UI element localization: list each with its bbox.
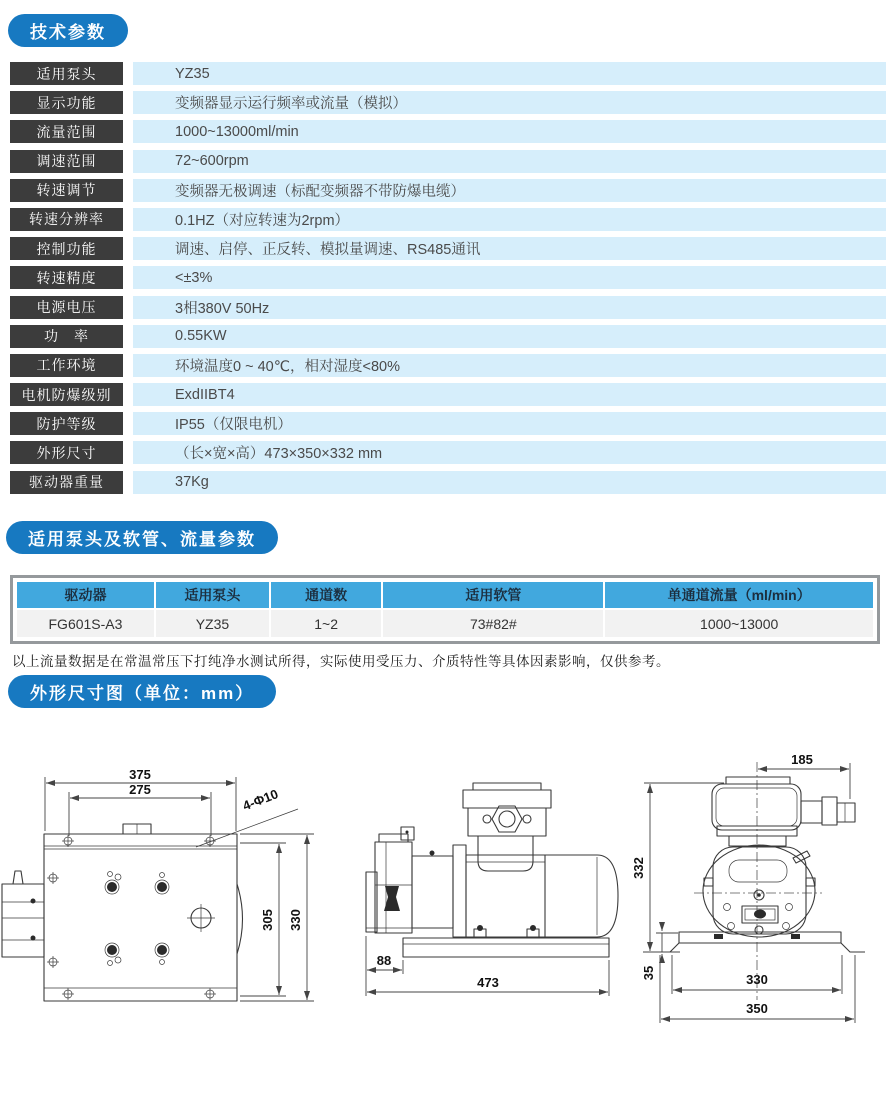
spec-label: 流量范围 [10, 120, 123, 143]
spec-value: 变频器显示运行频率或流量（模拟） [133, 91, 886, 114]
motor-side [545, 855, 618, 937]
spec-value: 环境温度0 ~ 40℃，相对湿度<80% [133, 354, 886, 377]
spec-row [10, 62, 886, 85]
side-view-drawing [366, 783, 618, 996]
spec-value: 72~600rpm [133, 150, 886, 173]
junction-box-front [712, 777, 801, 846]
front-view-drawing [631, 752, 865, 1023]
base-plate-side [403, 938, 609, 957]
spec-value: IP55（仅限电机） [133, 412, 886, 435]
pump-head-side [366, 827, 453, 933]
spec-label: 转速分辨率 [10, 208, 123, 231]
column-header-driver: 驱动器 [17, 582, 154, 608]
spec-value: 变频器无极调速（标配变频器不带防爆电缆） [133, 179, 886, 202]
dim-hole-callout: 4-Φ10 [240, 786, 281, 814]
pump-head-front [703, 845, 815, 937]
dim-top-inner-width: 275 [129, 782, 151, 797]
mounting-bracket-front [655, 932, 865, 952]
tech-params-table [10, 62, 886, 500]
spec-label: 外形尺寸 [10, 441, 123, 464]
dim-front-base-height: 35 [641, 965, 656, 981]
dim-side-total-length: 473 [477, 975, 499, 990]
column-header-channels: 通道数 [271, 582, 381, 608]
spec-label: 调速范围 [10, 150, 123, 173]
dim-front-total-height: 332 [631, 857, 646, 879]
dim-front-top-width: 185 [791, 752, 813, 767]
dim-front-base-inner-width: 330 [746, 972, 768, 987]
spec-value: 1000~13000ml/min [133, 120, 886, 143]
dim-top-total-height: 330 [288, 909, 303, 931]
junction-box-side [463, 783, 551, 871]
spec-row [10, 237, 886, 260]
spec-row [10, 150, 886, 173]
spec-row [10, 471, 886, 494]
top-view-drawing [2, 767, 314, 1001]
section-title-tech-params: 技术参数 [8, 14, 128, 47]
spec-label: 工作环境 [10, 354, 123, 377]
spec-label: 功 率 [10, 325, 123, 348]
dim-front-base-total-width: 350 [746, 1001, 768, 1016]
spec-row [10, 325, 886, 348]
motor-block-top-view [2, 871, 44, 957]
spec-value: （长×宽×高）473×350×332 mm [133, 441, 886, 464]
spec-row [10, 354, 886, 377]
dim-top-inner-height: 305 [260, 909, 275, 931]
table-header-row [17, 582, 873, 608]
cell-driver: FG601S-A3 [17, 610, 154, 637]
dim-side-head-offset: 88 [376, 953, 392, 968]
pump-flow-table [10, 575, 880, 644]
dimension-drawings [0, 738, 890, 1050]
spec-value: 0.1HZ（对应转速为2rpm） [133, 208, 886, 231]
dim-top-total-width: 375 [129, 767, 151, 782]
spec-row [10, 412, 886, 435]
spec-row [10, 208, 886, 231]
spec-row [10, 179, 886, 202]
spec-row [10, 296, 886, 319]
column-header-tubing: 适用软管 [383, 582, 603, 608]
spec-value: YZ35 [133, 62, 886, 85]
spec-label: 防护等级 [10, 412, 123, 435]
spec-value: 调速、启停、正反转、模拟量调速、RS485通讯 [133, 237, 886, 260]
cell-flow: 1000~13000 [605, 610, 873, 637]
section-title-pump-tubing-flow: 适用泵头及软管、流量参数 [6, 521, 278, 554]
spec-label: 适用泵头 [10, 62, 123, 85]
spec-label: 转速精度 [10, 266, 123, 289]
spec-value: 0.55KW [133, 325, 886, 348]
spec-label: 驱动器重量 [10, 471, 123, 494]
flow-data-note: 以上流量数据是在常温常压下打纯净水测试所得，实际使用受压力、介质特性等具体因素影响，仅供参考。 [12, 654, 670, 669]
spec-row [10, 91, 886, 114]
spec-label: 显示功能 [10, 91, 123, 114]
spec-row [10, 383, 886, 406]
cell-pump-head: YZ35 [156, 610, 269, 637]
column-header-pump-head: 适用泵头 [156, 582, 269, 608]
base-plate-outline [44, 834, 237, 1001]
section-title-dimensions: 外形尺寸图（单位：mm） [8, 675, 276, 708]
spec-label: 控制功能 [10, 237, 123, 260]
cable-gland [801, 797, 855, 825]
table-row [17, 610, 873, 637]
column-header-flow: 单通道流量（ml/min） [605, 582, 873, 608]
spec-value: 37Kg [133, 471, 886, 494]
spec-value: <±3% [133, 266, 886, 289]
spec-label: 转速调节 [10, 179, 123, 202]
spec-label: 电机防爆级别 [10, 383, 123, 406]
spec-row [10, 266, 886, 289]
cell-tubing: 73#82# [383, 610, 603, 637]
spec-value: 3相380V 50Hz [133, 296, 886, 319]
spec-row [10, 120, 886, 143]
spec-label: 电源电压 [10, 296, 123, 319]
cell-channels: 1~2 [271, 610, 381, 637]
spec-row [10, 441, 886, 464]
spec-value: ExdIIBT4 [133, 383, 886, 406]
